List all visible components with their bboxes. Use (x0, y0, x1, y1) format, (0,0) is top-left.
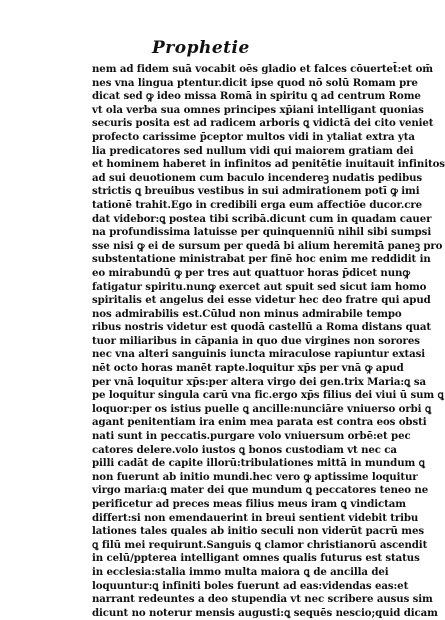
text-line: nem ad fidem suā vocabit oēs gladio et falces cōuertet̄:et om̄ (92, 63, 433, 75)
text-line: na profundissima latuisse per quinquenniū nihil sibi sumpsi (92, 226, 432, 239)
text-line: nes vna lingua ptentur.dicit ipse quod nō solū Romam pre (92, 76, 418, 89)
text-line: in ecclesia:stalia immo multa maiora ꝗ de ancilla dei (92, 565, 389, 578)
text-line: nec vna alteri sanguinis iuncta miraculose rapiuntur extasi (92, 348, 426, 361)
text-line: substentatione ministrabat per finē hoc enim me reddidit in (92, 253, 431, 266)
text-line: spiritalis et angelus dei esse videtur hec deo fratre qui apud (92, 294, 431, 307)
text-line: sse nisi ꝙ ei de sursum per quedā bi alium heremitā paneꝫ pro (92, 239, 443, 252)
text-line: in celū/ppterea intelligant omnes qualis futurus est status (92, 552, 420, 565)
text-line: dicat sed ꝙ ideo missa Romā in spiritu ꝗ ad centrum Rome (92, 90, 421, 103)
text-line: loquuntur:ꝗ infiniti boles fuerunt ad eas:videndas eas:et (92, 579, 409, 592)
text-line: lationes tales quales ab initio seculi non viderūt pacrū mes (92, 525, 424, 538)
text-line: non fuerunt ab initio mundi.hec vero ꝙ aptissime loquitur (92, 470, 418, 483)
text-line: securis posita est ad radicem arboris ꝗ vidictā dei cito veniet (92, 117, 434, 130)
text-line: nos admirabilis est.Cūlud non minus admirabile tempo (92, 307, 402, 320)
text-line: nēt octo horas manēt rapte.loquitur xp̄s per vnā ꝙ apud (92, 362, 404, 375)
text-line: catores delere.volo iustos ꝗ bonos custodiam vt nec ca (92, 443, 397, 456)
text-line: virgo maria:ꝗ mater dei que mundum ꝗ peccatores teneo ne (92, 484, 429, 497)
text-line: pilli cadāt de capite illorū:tribulationes mittā in mundum ꝗ (92, 457, 425, 470)
text-line: nati sunt in peccatis.purgare volo vniuersum orbē:et pec (92, 430, 411, 443)
text-line: eo mirabundū ꝙ per tres aut quattuor horas p̄dicet nunꝙ (92, 266, 410, 279)
text-line: per vnā loquitur xp̄s:per altera virgo dei gen.trix Maria:ꝗ sa (92, 375, 426, 388)
text-line: ad sui deuotionem cum baculo incendereꝫ nudatis pedibus (92, 171, 423, 184)
text-line: et hominem haberet in infinitos ad penitētie inuitauit infinitos (92, 158, 445, 171)
text-line: strictis ꝗ breuibus vestibus in sui admirationem potī ꝙ imi (92, 185, 420, 198)
text-line: tationē trahit.Ego in credibili erga eum affectiōe ducor.cre (92, 198, 423, 211)
text-lines (92, 63, 445, 620)
text-line: loquor:per os istius puelle ꝗ ancille:nunciāre vniuerso orbi ꝗ (92, 402, 432, 415)
text-line: tuor miliaribus in cāpania in quo due virgines non sorores (92, 334, 420, 347)
text-line: profecto carissime p̄ceptor multos vidi in ytaliat extra yta (92, 130, 415, 143)
body-text (92, 63, 445, 620)
text-line: narrant redeuntes a deo stupendia vt nec scribere ausus sim (92, 593, 433, 606)
text-line: agant penitentiam ira enim mea parata est contra eos obsti (92, 416, 427, 429)
text-line: dicunt no noterur mensis augusti:ꝗ sequēs nescio;quid dicam (92, 606, 438, 619)
text-line: pe loquitur singula carū vna fic.ergo xp̄s filius dei viui ū sum ꝗ (92, 389, 444, 402)
text-line: ꝗ filū mei requirunt.Sanguis ꝗ clamor christianorū ascendit (92, 538, 428, 551)
text-line: fatigatur spiritu.nunꝙ exercet aut spuit sed sicut iam homo (92, 280, 427, 293)
text-line: differt:si non emendauerint in breui sentient videbit tribu (92, 511, 419, 524)
text-line: lia predicatores sed nullum vidi qui maiorem gratiam dei (92, 144, 414, 157)
text-line: ribus nostris videtur est quodā castellū a Roma distans quat (92, 321, 432, 334)
text-line: perificetur ad preces meas filius meus iram ꝗ vindictam (92, 498, 406, 510)
text-line: dat videbor:ꝗ postea tibi scribā.dicunt cum in quadam cauer (92, 212, 432, 225)
text-line: vt ola verba sua omnes principes xp̄iani intelligant quonias (92, 103, 424, 116)
running-head: Prophetie (152, 38, 250, 58)
